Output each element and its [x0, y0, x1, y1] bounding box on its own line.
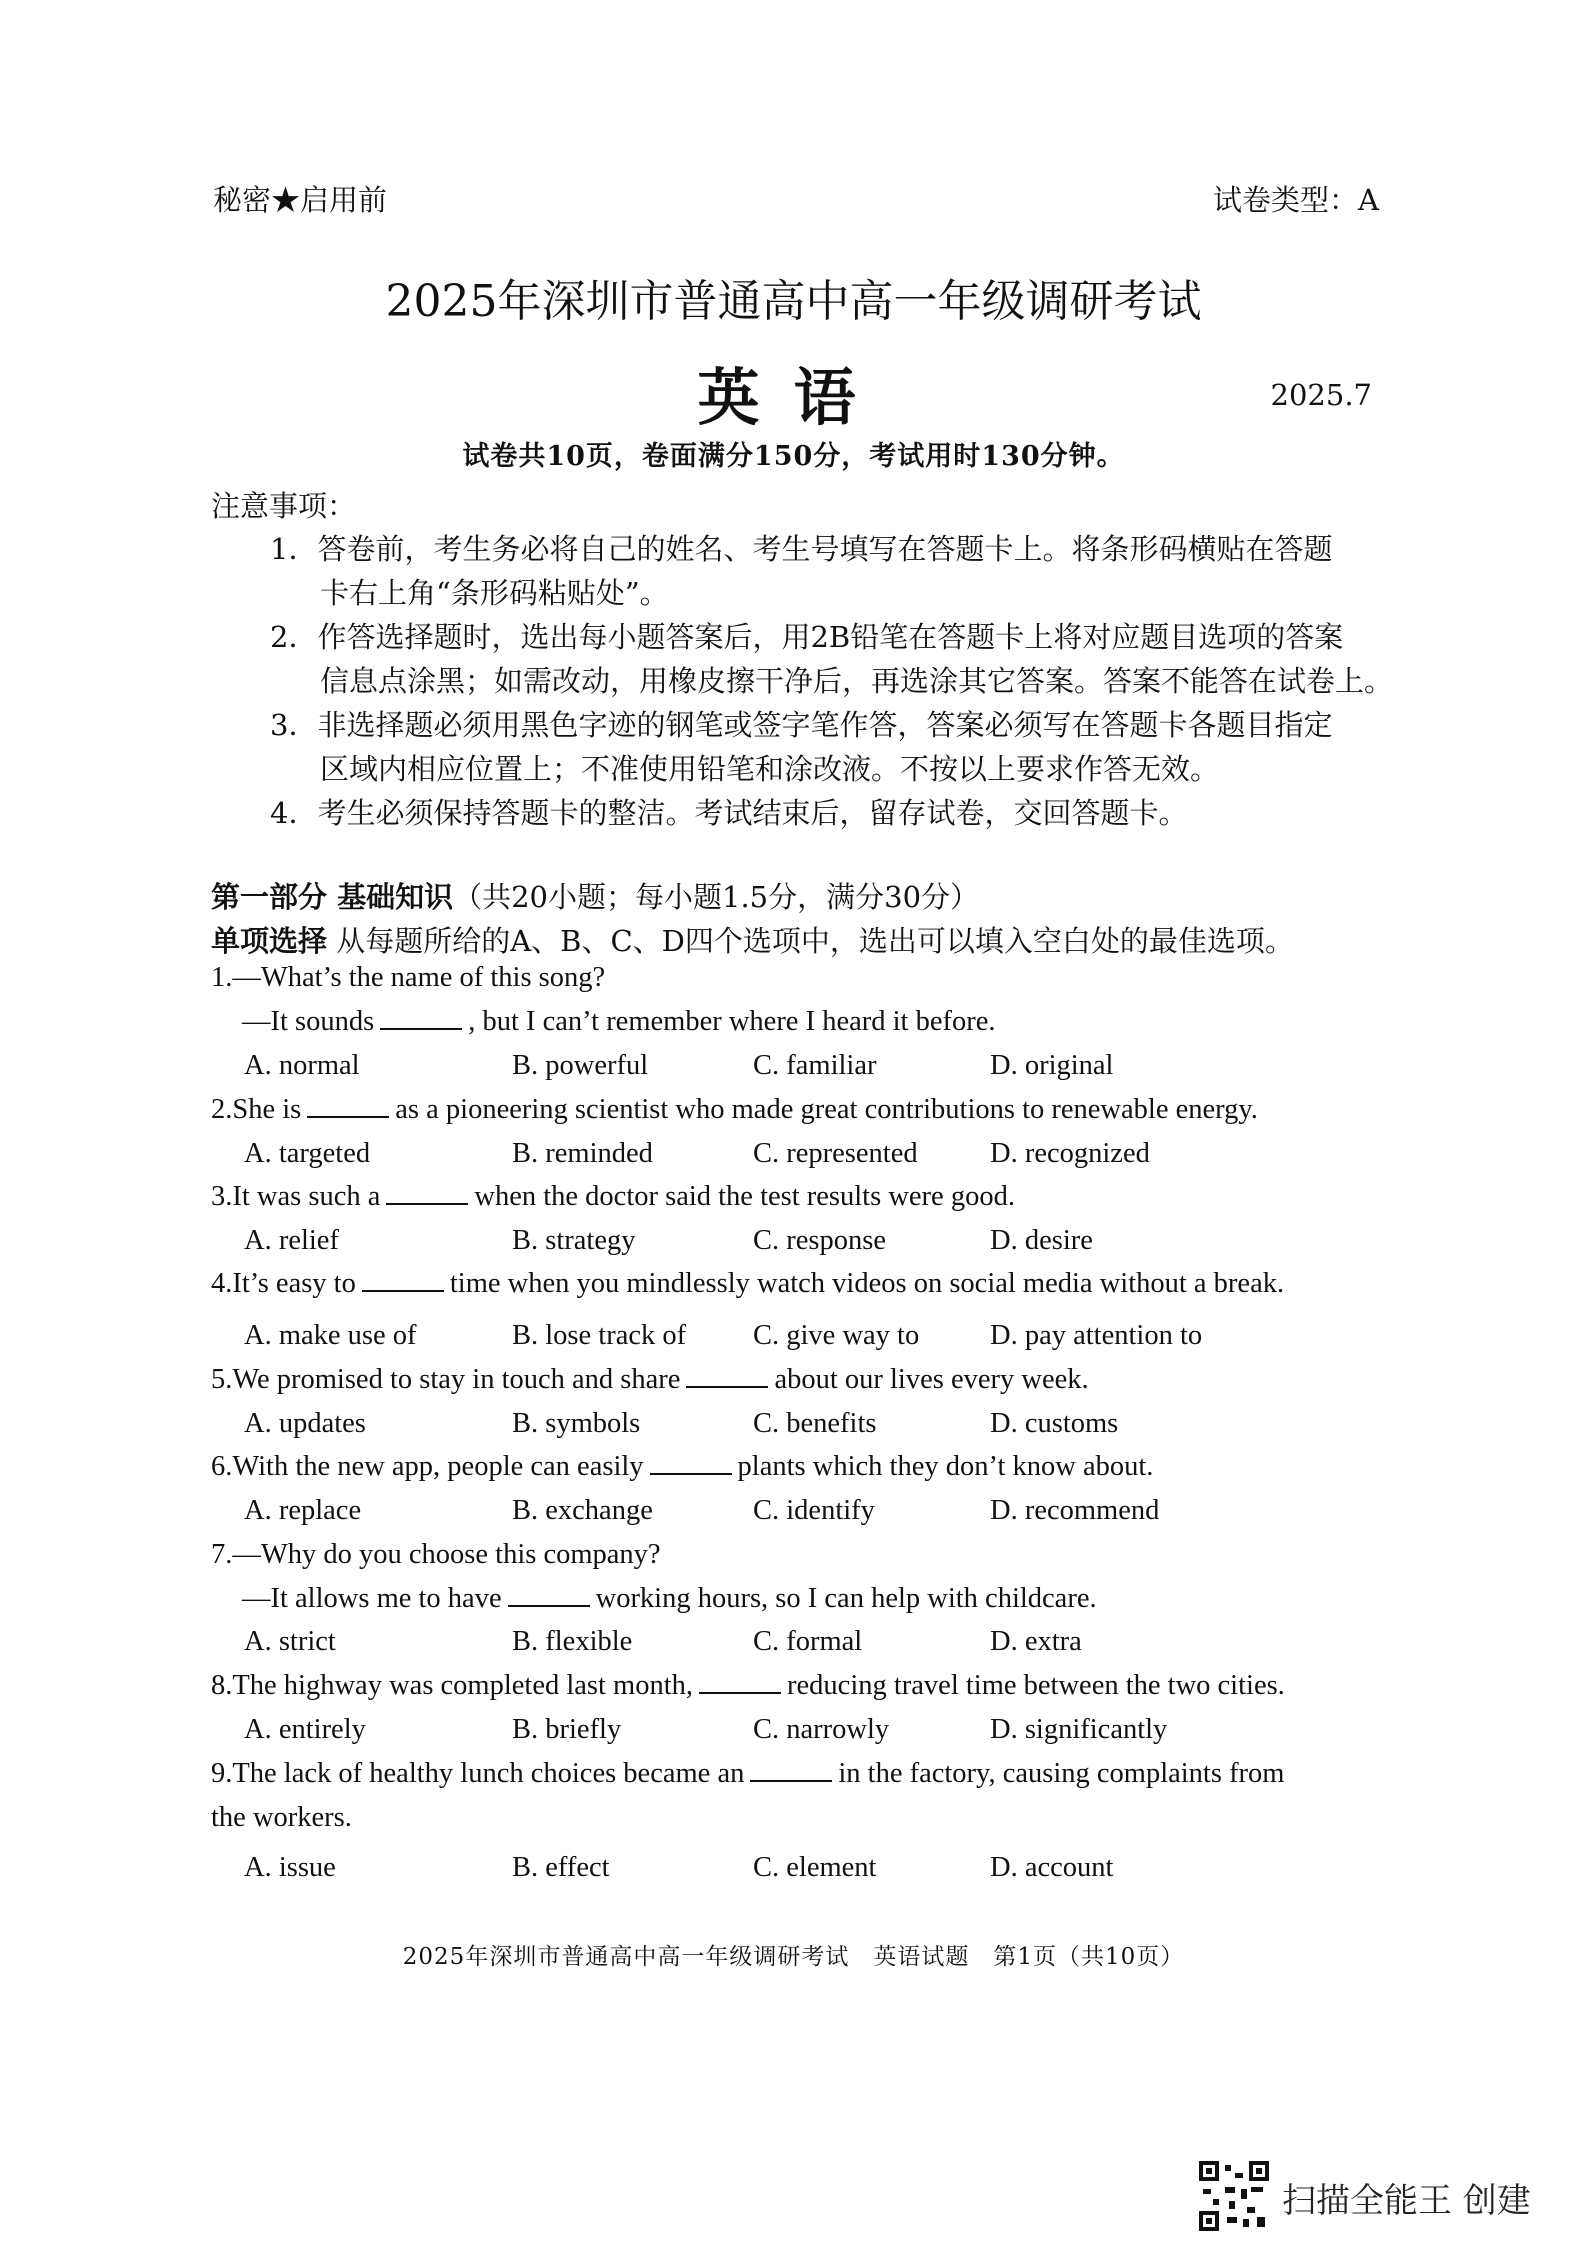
- option-b: B. lose track of: [512, 1320, 687, 1351]
- option-d: D. significantly: [990, 1714, 1168, 1745]
- answer-blank: [699, 1670, 781, 1694]
- question-text: —It allows me to have: [242, 1583, 502, 1614]
- answer-blank: [750, 1758, 832, 1782]
- question-text: —Why do you choose this company?: [232, 1539, 661, 1570]
- option-a: A. entirely: [244, 1714, 366, 1745]
- exam-title: 2025年深圳市普通高中高一年级调研考试: [385, 276, 1202, 327]
- question-5: [211, 1364, 1089, 1396]
- option-b: B. powerful: [512, 1050, 649, 1081]
- question-number: 8.: [211, 1670, 233, 1701]
- option-c: C. give way to: [753, 1320, 920, 1351]
- qr-code-icon: [1199, 2161, 1269, 2231]
- question-number: 2.: [211, 1094, 233, 1125]
- note-line: 作答选择题时，选出每小题答案后，用2B铅笔在答题卡上将对应题目选项的答案: [317, 620, 1344, 654]
- question-7-reply: [242, 1583, 1097, 1615]
- question-text: time when you mindlessly watch videos on social media without a break.: [449, 1268, 1285, 1299]
- option-d: D. account: [990, 1852, 1114, 1883]
- confidential-label: 秘密★启用前: [213, 183, 388, 217]
- question-text: about our lives every week.: [774, 1364, 1089, 1395]
- options-row: [0, 1714, 1587, 1748]
- note-line: 卡右上角“条形码粘贴处”。: [320, 576, 669, 610]
- option-a: A. replace: [244, 1495, 362, 1526]
- note-number: 3．: [270, 708, 318, 742]
- note-item-3: [270, 703, 1332, 744]
- question-number: 3.: [211, 1181, 233, 1212]
- question-text: —It sounds: [242, 1006, 375, 1037]
- exam-info: 试卷共10页，卷面满分150分，考试用时130分钟。: [462, 441, 1125, 472]
- note-line: 答卷前，考生务必将自己的姓名、考生号填写在答题卡上。将条形码横贴在答题: [317, 532, 1333, 566]
- options-row: [0, 1225, 1587, 1259]
- question-4: [211, 1268, 1284, 1300]
- scanner-watermark: 扫描全能王 创建: [1282, 2181, 1531, 2221]
- question-7: [211, 1539, 661, 1571]
- question-1-reply: [242, 1006, 995, 1038]
- question-text: We promised to stay in touch and share: [232, 1364, 681, 1395]
- options-row: [0, 1408, 1587, 1442]
- question-text: With the new app, people can easily: [232, 1451, 644, 1482]
- option-a: A. targeted: [244, 1138, 371, 1169]
- option-b: B. strategy: [512, 1225, 636, 1256]
- question-number: 9.: [211, 1758, 233, 1789]
- option-d: D. original: [990, 1050, 1114, 1081]
- note-item-4: [270, 791, 1187, 832]
- option-b: B. effect: [512, 1852, 610, 1883]
- question-6: [211, 1451, 1153, 1483]
- option-d: D. recommend: [990, 1495, 1160, 1526]
- answer-blank: [650, 1451, 732, 1475]
- question-text: The highway was completed last month,: [232, 1670, 694, 1701]
- question-text: The lack of healthy lunch choices became an: [232, 1758, 745, 1789]
- option-a: A. relief: [244, 1225, 339, 1256]
- question-text: reducing travel time between the two cities.: [787, 1670, 1285, 1701]
- answer-blank: [386, 1181, 468, 1205]
- option-c: C. narrowly: [753, 1714, 890, 1745]
- instruction-text: 从每题所给的A、B、C、D四个选项中，选出可以填入空白处的最佳选项。: [336, 924, 1294, 958]
- answer-blank: [508, 1583, 590, 1607]
- answer-blank: [380, 1006, 462, 1030]
- option-c: C. response: [753, 1225, 886, 1256]
- option-a: A. updates: [244, 1408, 366, 1439]
- question-number: 5.: [211, 1364, 233, 1395]
- paper-type-label: 试卷类型：A: [1213, 183, 1379, 217]
- option-a: A. make use of: [244, 1320, 417, 1351]
- question-1: [211, 962, 605, 994]
- notes-heading: 注意事项：: [211, 489, 357, 523]
- question-2: [211, 1094, 1258, 1126]
- options-row: [0, 1495, 1587, 1529]
- question-text: plants which they don’t know about.: [737, 1451, 1154, 1482]
- question-text: It was such a: [232, 1181, 381, 1212]
- option-a: A. normal: [244, 1050, 360, 1081]
- question-number: 1.: [211, 962, 233, 993]
- answer-blank: [307, 1094, 389, 1118]
- option-d: D. customs: [990, 1408, 1119, 1439]
- question-number: 4.: [211, 1268, 233, 1299]
- option-b: B. briefly: [512, 1714, 622, 1745]
- option-c: C. element: [753, 1852, 877, 1883]
- option-b: B. symbols: [512, 1408, 641, 1439]
- note-line: 区域内相应位置上；不准使用铅笔和涂改液。不按以上要求作答无效。: [320, 752, 1220, 786]
- question-8: [211, 1670, 1285, 1702]
- part1-detail: （共20小题；每小题1.5分，满分30分）: [453, 880, 980, 914]
- question-text: She is: [232, 1094, 302, 1125]
- instruction-label: 单项选择: [211, 924, 328, 958]
- options-row: [0, 1626, 1587, 1660]
- exam-date: 2025.7: [1270, 378, 1372, 412]
- option-c: C. identify: [753, 1495, 875, 1526]
- option-d: D. extra: [990, 1626, 1082, 1657]
- option-d: D. desire: [990, 1225, 1093, 1256]
- question-9: [211, 1758, 1284, 1790]
- note-number: 1．: [270, 532, 318, 566]
- question-text: in the factory, causing complaints from: [838, 1758, 1285, 1789]
- question-3: [211, 1181, 1015, 1213]
- option-c: C. represented: [753, 1138, 918, 1169]
- question-number: 6.: [211, 1451, 233, 1482]
- part1-instruction: [211, 919, 1294, 960]
- question-text: , but I can’t remember where I heard it before.: [468, 1006, 996, 1037]
- option-b: B. exchange: [512, 1495, 653, 1526]
- question-text: It’s easy to: [232, 1268, 356, 1299]
- question-text: —What’s the name of this song?: [232, 962, 606, 993]
- answer-blank: [362, 1268, 444, 1292]
- note-item-1: [270, 527, 1332, 568]
- question-number: 7.: [211, 1539, 233, 1570]
- option-d: D. pay attention to: [990, 1320, 1203, 1351]
- option-c: C. formal: [753, 1626, 863, 1657]
- part1-heading: [211, 875, 979, 916]
- note-number: 4．: [270, 796, 318, 830]
- options-row: [0, 1852, 1587, 1886]
- note-line: 非选择题必须用黑色字迹的钢笔或签字笔作答，答案必须写在答题卡各题目指定: [317, 708, 1333, 742]
- option-c: C. familiar: [753, 1050, 877, 1081]
- question-text: as a pioneering scientist who made great contributions to renewable energy.: [395, 1094, 1258, 1125]
- options-row: [0, 1138, 1587, 1172]
- option-a: A. issue: [244, 1852, 336, 1883]
- option-c: C. benefits: [753, 1408, 877, 1439]
- question-9-continued: the workers.: [211, 1802, 352, 1833]
- note-number: 2．: [270, 620, 318, 654]
- question-text: when the doctor said the test results were good.: [474, 1181, 1015, 1212]
- subject-title: 英语: [697, 361, 890, 434]
- note-line: 考生必须保持答题卡的整洁。考试结束后，留存试卷，交回答题卡。: [317, 796, 1188, 830]
- option-a: A. strict: [244, 1626, 336, 1657]
- option-d: D. recognized: [990, 1138, 1150, 1169]
- options-row: [0, 1320, 1587, 1354]
- option-b: B. flexible: [512, 1626, 633, 1657]
- note-item-2: [270, 615, 1343, 656]
- part1-title: 第一部分 基础知识: [211, 880, 454, 914]
- question-text: working hours, so I can help with childcare.: [595, 1583, 1097, 1614]
- option-b: B. reminded: [512, 1138, 653, 1169]
- answer-blank: [686, 1364, 768, 1388]
- note-line: 信息点涂黑；如需改动，用橡皮擦干净后，再选涂其它答案。答案不能答在试卷上。: [320, 664, 1394, 698]
- options-row: [0, 1050, 1587, 1084]
- page-footer: 2025年深圳市普通高中高一年级调研考试 英语试题 第1页（共10页）: [402, 1944, 1185, 1970]
